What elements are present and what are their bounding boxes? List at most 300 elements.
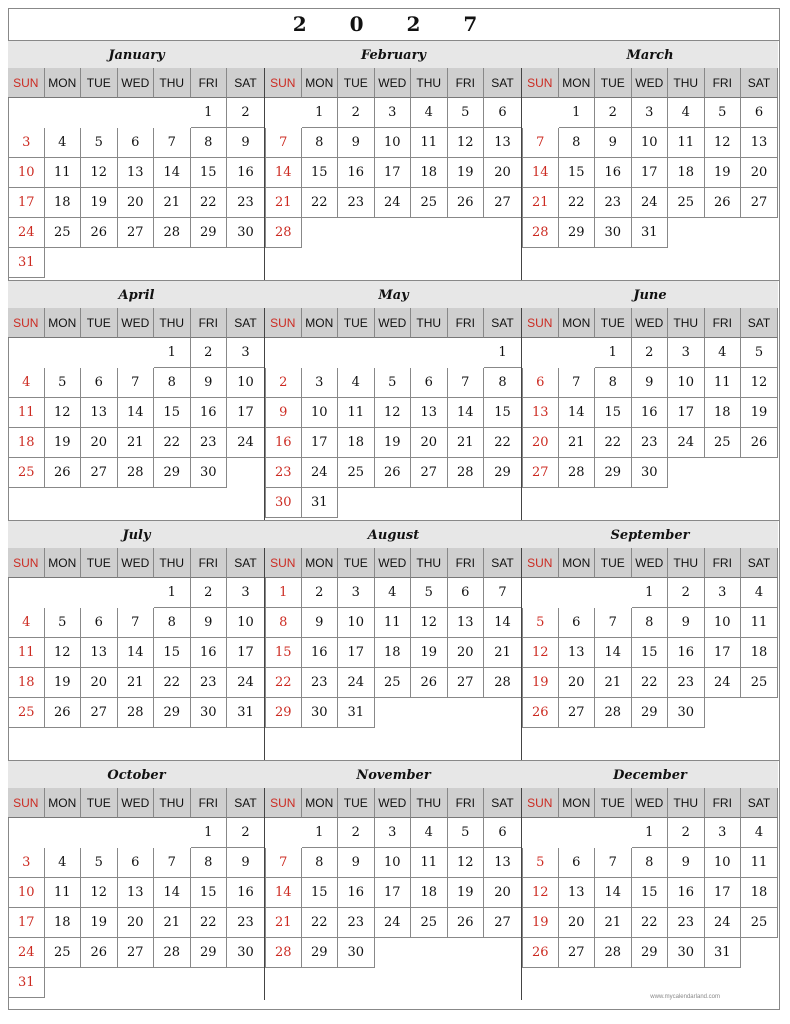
weekday-header-fri: FRI — [191, 788, 228, 818]
day-cell: 22 — [154, 428, 191, 458]
weekday-header-tue: TUE — [595, 308, 632, 338]
day-cell: 27 — [559, 938, 596, 968]
weekday-header-fri: FRI — [448, 788, 485, 818]
day-cell: 20 — [118, 188, 155, 218]
day-cell: 1 — [302, 818, 339, 848]
day-cell: 11 — [375, 608, 412, 638]
day-cell: 18 — [411, 878, 448, 908]
weekday-header-thu: THU — [668, 308, 705, 338]
day-cell: 13 — [81, 398, 118, 428]
day-cell: 11 — [705, 368, 742, 398]
weekday-header-tue: TUE — [338, 308, 375, 338]
day-cell: 7 — [448, 368, 485, 398]
day-cell: 18 — [338, 428, 375, 458]
day-cell: 12 — [448, 848, 485, 878]
weekday-header-wed: WED — [632, 308, 669, 338]
day-cell: 17 — [375, 878, 412, 908]
month-title-november: November — [265, 761, 522, 789]
day-cell: 29 — [595, 458, 632, 488]
weekday-header-thu: THU — [668, 788, 705, 818]
day-cell: 5 — [448, 818, 485, 848]
day-cell: 2 — [227, 98, 265, 128]
day-cell: 19 — [522, 908, 559, 938]
day-cell: 11 — [45, 158, 82, 188]
day-cell: 12 — [522, 638, 559, 668]
weekday-header-sat: SAT — [227, 548, 265, 578]
day-cell: 13 — [118, 158, 155, 188]
day-cell: 13 — [118, 878, 155, 908]
month-title-december: December — [522, 761, 778, 789]
day-cell: 9 — [338, 848, 375, 878]
day-cell: 6 — [559, 848, 596, 878]
day-cell: 24 — [632, 188, 669, 218]
day-cell: 24 — [705, 908, 742, 938]
day-cell: 27 — [484, 188, 522, 218]
day-cell: 31 — [302, 488, 339, 518]
day-cell: 10 — [375, 848, 412, 878]
weekday-header-tue: TUE — [81, 68, 118, 98]
day-cell: 5 — [705, 98, 742, 128]
day-cell: 2 — [338, 98, 375, 128]
weekday-header-tue: TUE — [595, 788, 632, 818]
day-cell: 16 — [632, 398, 669, 428]
day-cell: 14 — [448, 398, 485, 428]
day-cell: 8 — [559, 128, 596, 158]
day-cell: 19 — [411, 638, 448, 668]
weekday-header-sun: SUN — [265, 548, 302, 578]
day-cell: 3 — [302, 368, 339, 398]
day-cell: 11 — [668, 128, 705, 158]
day-cell: 30 — [302, 698, 339, 728]
day-cell: 4 — [741, 818, 778, 848]
day-cell: 3 — [375, 98, 412, 128]
day-cell: 27 — [522, 458, 559, 488]
weekday-header-wed: WED — [375, 68, 412, 98]
day-cell: 2 — [191, 578, 228, 608]
weekday-header-wed: WED — [375, 308, 412, 338]
day-cell: 20 — [559, 668, 596, 698]
month-separator — [264, 68, 265, 280]
day-cell: 2 — [595, 98, 632, 128]
day-cell: 3 — [227, 338, 265, 368]
day-cell: 3 — [338, 578, 375, 608]
day-cell: 26 — [448, 188, 485, 218]
weekday-header-sun: SUN — [8, 68, 45, 98]
day-cell: 30 — [668, 938, 705, 968]
day-cell: 9 — [668, 608, 705, 638]
day-cell: 24 — [338, 668, 375, 698]
day-cell: 23 — [595, 188, 632, 218]
day-cell: 1 — [154, 338, 191, 368]
day-cell: 29 — [302, 938, 339, 968]
weekday-header-sat: SAT — [741, 548, 778, 578]
day-cell: 18 — [8, 668, 45, 698]
month-title-august: August — [265, 521, 522, 549]
day-cell: 13 — [522, 398, 559, 428]
day-cell: 24 — [302, 458, 339, 488]
weekday-header-sat: SAT — [741, 788, 778, 818]
day-cell: 16 — [227, 158, 265, 188]
day-cell: 13 — [559, 878, 596, 908]
day-cell: 7 — [265, 848, 302, 878]
day-cell: 19 — [45, 668, 82, 698]
weekday-header-wed: WED — [118, 548, 155, 578]
day-cell: 23 — [668, 668, 705, 698]
weekday-header-sat: SAT — [484, 68, 522, 98]
day-cell: 16 — [265, 428, 302, 458]
weekday-header-fri: FRI — [448, 308, 485, 338]
day-cell: 30 — [227, 218, 265, 248]
day-cell: 20 — [559, 908, 596, 938]
day-cell: 24 — [8, 218, 45, 248]
day-cell: 10 — [227, 368, 265, 398]
calendar-sheet — [8, 8, 780, 1010]
day-cell: 18 — [668, 158, 705, 188]
day-cell: 16 — [338, 158, 375, 188]
day-cell: 23 — [302, 668, 339, 698]
day-cell: 17 — [302, 428, 339, 458]
day-cell: 31 — [8, 248, 45, 278]
weekday-header-thu: THU — [668, 68, 705, 98]
day-cell: 28 — [265, 938, 302, 968]
day-cell: 7 — [154, 848, 191, 878]
weekday-header-fri: FRI — [191, 68, 228, 98]
day-cell: 4 — [741, 578, 778, 608]
day-cell: 29 — [265, 698, 302, 728]
day-cell: 12 — [705, 128, 742, 158]
weekday-header-wed: WED — [118, 68, 155, 98]
day-cell: 21 — [118, 668, 155, 698]
day-cell: 27 — [118, 938, 155, 968]
day-cell: 26 — [522, 698, 559, 728]
day-cell: 3 — [705, 818, 742, 848]
day-cell: 3 — [705, 578, 742, 608]
day-cell: 1 — [595, 338, 632, 368]
weekday-header-mon: MON — [45, 68, 82, 98]
weekday-header-fri: FRI — [191, 308, 228, 338]
day-cell: 1 — [154, 578, 191, 608]
weekday-header-sun: SUN — [265, 788, 302, 818]
day-cell: 22 — [265, 668, 302, 698]
day-cell: 6 — [484, 98, 522, 128]
day-cell: 22 — [302, 188, 339, 218]
day-cell: 21 — [118, 428, 155, 458]
day-cell: 20 — [484, 878, 522, 908]
weekday-header-thu: THU — [411, 548, 448, 578]
day-cell: 15 — [559, 158, 596, 188]
day-cell: 20 — [81, 428, 118, 458]
month-separator — [264, 548, 265, 760]
day-cell: 6 — [118, 848, 155, 878]
day-cell: 4 — [338, 368, 375, 398]
day-cell: 9 — [632, 368, 669, 398]
day-cell: 28 — [154, 938, 191, 968]
section-divider — [8, 520, 780, 521]
day-cell: 12 — [81, 158, 118, 188]
day-cell: 18 — [705, 398, 742, 428]
day-cell: 19 — [45, 428, 82, 458]
day-cell: 27 — [448, 668, 485, 698]
day-cell: 25 — [45, 218, 82, 248]
day-cell: 6 — [448, 578, 485, 608]
weekday-header-thu: THU — [154, 68, 191, 98]
day-cell: 2 — [302, 578, 339, 608]
day-cell: 26 — [411, 668, 448, 698]
day-cell: 29 — [632, 698, 669, 728]
weekday-header-mon: MON — [559, 68, 596, 98]
day-cell: 23 — [668, 908, 705, 938]
weekday-header-thu: THU — [154, 788, 191, 818]
day-cell: 7 — [154, 128, 191, 158]
day-cell: 12 — [81, 878, 118, 908]
day-cell: 2 — [668, 818, 705, 848]
day-cell: 20 — [484, 158, 522, 188]
day-cell: 20 — [448, 638, 485, 668]
day-cell: 11 — [411, 848, 448, 878]
day-cell: 5 — [448, 98, 485, 128]
day-cell: 25 — [45, 938, 82, 968]
day-cell: 11 — [45, 878, 82, 908]
day-cell: 10 — [302, 398, 339, 428]
day-cell: 15 — [302, 158, 339, 188]
day-cell: 1 — [484, 338, 522, 368]
day-cell: 14 — [265, 878, 302, 908]
day-cell: 22 — [632, 908, 669, 938]
day-cell: 9 — [265, 398, 302, 428]
day-cell: 5 — [741, 338, 778, 368]
month-title-september: September — [522, 521, 778, 549]
day-cell: 14 — [559, 398, 596, 428]
weekday-header-tue: TUE — [595, 68, 632, 98]
month-title-june: June — [522, 281, 778, 309]
day-cell: 29 — [484, 458, 522, 488]
day-cell: 22 — [302, 908, 339, 938]
day-cell: 14 — [265, 158, 302, 188]
day-cell: 4 — [45, 848, 82, 878]
day-cell: 21 — [448, 428, 485, 458]
day-cell: 9 — [227, 848, 265, 878]
day-cell: 12 — [448, 128, 485, 158]
weekday-header-wed: WED — [632, 788, 669, 818]
day-cell: 15 — [191, 878, 228, 908]
weekday-header-fri: FRI — [448, 548, 485, 578]
day-cell: 3 — [8, 128, 45, 158]
month-separator — [521, 788, 522, 1000]
day-cell: 11 — [338, 398, 375, 428]
day-cell: 16 — [302, 638, 339, 668]
day-cell: 15 — [191, 158, 228, 188]
month-separator — [264, 308, 265, 520]
day-cell: 1 — [265, 578, 302, 608]
day-cell: 21 — [595, 908, 632, 938]
day-cell: 25 — [375, 668, 412, 698]
day-cell: 17 — [375, 158, 412, 188]
day-cell: 24 — [227, 428, 265, 458]
day-cell: 8 — [302, 848, 339, 878]
day-cell: 11 — [411, 128, 448, 158]
day-cell: 28 — [448, 458, 485, 488]
day-cell: 25 — [741, 668, 778, 698]
day-cell: 14 — [118, 638, 155, 668]
weekday-header-mon: MON — [302, 68, 339, 98]
day-cell: 7 — [484, 578, 522, 608]
day-cell: 24 — [668, 428, 705, 458]
day-cell: 27 — [741, 188, 778, 218]
day-cell: 7 — [118, 608, 155, 638]
weekday-header-fri: FRI — [705, 548, 742, 578]
weekday-header-fri: FRI — [705, 788, 742, 818]
day-cell: 3 — [668, 338, 705, 368]
weekday-header-mon: MON — [302, 308, 339, 338]
weekday-header-wed: WED — [375, 548, 412, 578]
day-cell: 31 — [705, 938, 742, 968]
day-cell: 27 — [81, 458, 118, 488]
day-cell: 29 — [154, 458, 191, 488]
day-cell: 23 — [338, 908, 375, 938]
day-cell: 30 — [595, 218, 632, 248]
day-cell: 1 — [632, 578, 669, 608]
day-cell: 14 — [522, 158, 559, 188]
day-cell: 17 — [8, 908, 45, 938]
day-cell: 4 — [8, 608, 45, 638]
day-cell: 23 — [191, 668, 228, 698]
day-cell: 24 — [8, 938, 45, 968]
weekday-header-sun: SUN — [265, 68, 302, 98]
day-cell: 5 — [522, 608, 559, 638]
day-cell: 5 — [522, 848, 559, 878]
day-cell: 14 — [154, 878, 191, 908]
month-separator — [521, 308, 522, 520]
day-cell: 15 — [302, 878, 339, 908]
day-cell: 30 — [632, 458, 669, 488]
day-cell: 25 — [668, 188, 705, 218]
day-cell: 2 — [632, 338, 669, 368]
weekday-header-fri: FRI — [448, 68, 485, 98]
day-cell: 30 — [191, 698, 228, 728]
day-cell: 29 — [154, 698, 191, 728]
weekday-header-mon: MON — [559, 308, 596, 338]
day-cell: 14 — [484, 608, 522, 638]
day-cell: 6 — [81, 368, 118, 398]
day-cell: 7 — [595, 608, 632, 638]
weekday-header-wed: WED — [632, 68, 669, 98]
day-cell: 2 — [265, 368, 302, 398]
day-cell: 27 — [484, 908, 522, 938]
day-cell: 9 — [595, 128, 632, 158]
day-cell: 28 — [118, 698, 155, 728]
day-cell: 8 — [632, 608, 669, 638]
day-cell: 22 — [632, 668, 669, 698]
weekday-header-sun: SUN — [8, 308, 45, 338]
day-cell: 1 — [302, 98, 339, 128]
day-cell: 8 — [191, 128, 228, 158]
day-cell: 10 — [632, 128, 669, 158]
day-cell: 12 — [741, 368, 778, 398]
day-cell: 28 — [118, 458, 155, 488]
day-cell: 17 — [227, 638, 265, 668]
day-cell: 19 — [375, 428, 412, 458]
day-cell: 2 — [338, 818, 375, 848]
day-cell: 5 — [411, 578, 448, 608]
day-cell: 14 — [154, 158, 191, 188]
day-cell: 24 — [705, 668, 742, 698]
day-cell: 15 — [265, 638, 302, 668]
day-cell: 25 — [705, 428, 742, 458]
watermark: www.mycalendarland.com — [650, 994, 720, 1000]
day-cell: 5 — [375, 368, 412, 398]
day-cell: 10 — [8, 158, 45, 188]
day-cell: 13 — [559, 638, 596, 668]
day-cell: 27 — [411, 458, 448, 488]
day-cell: 20 — [118, 908, 155, 938]
weekday-header-sat: SAT — [484, 308, 522, 338]
day-cell: 19 — [741, 398, 778, 428]
day-cell: 19 — [81, 908, 118, 938]
day-cell: 12 — [522, 878, 559, 908]
day-cell: 6 — [522, 368, 559, 398]
day-cell: 7 — [522, 128, 559, 158]
day-cell: 29 — [191, 938, 228, 968]
weekday-header-thu: THU — [411, 308, 448, 338]
day-cell: 16 — [191, 638, 228, 668]
day-cell: 28 — [595, 938, 632, 968]
weekday-header-wed: WED — [118, 788, 155, 818]
day-cell: 17 — [705, 878, 742, 908]
weekday-header-sun: SUN — [522, 548, 559, 578]
weekday-header-mon: MON — [302, 788, 339, 818]
day-cell: 18 — [375, 638, 412, 668]
month-separator — [521, 548, 522, 760]
day-cell: 11 — [8, 398, 45, 428]
day-cell: 16 — [338, 878, 375, 908]
day-cell: 9 — [227, 128, 265, 158]
weekday-header-tue: TUE — [595, 548, 632, 578]
weekday-header-sat: SAT — [227, 788, 265, 818]
weekday-header-sat: SAT — [484, 548, 522, 578]
day-cell: 23 — [265, 458, 302, 488]
day-cell: 26 — [45, 698, 82, 728]
day-cell: 3 — [227, 578, 265, 608]
day-cell: 22 — [154, 668, 191, 698]
day-cell: 25 — [411, 188, 448, 218]
weekday-header-fri: FRI — [705, 308, 742, 338]
day-cell: 13 — [448, 608, 485, 638]
day-cell: 25 — [338, 458, 375, 488]
day-cell: 15 — [632, 878, 669, 908]
day-cell: 18 — [8, 428, 45, 458]
year-title: 2 0 2 7 — [292, 12, 496, 36]
day-cell: 24 — [227, 668, 265, 698]
day-cell: 28 — [595, 698, 632, 728]
day-cell: 26 — [81, 218, 118, 248]
day-cell: 15 — [632, 638, 669, 668]
day-cell: 15 — [154, 638, 191, 668]
day-cell: 1 — [191, 98, 228, 128]
weekday-header-tue: TUE — [338, 68, 375, 98]
weekday-header-tue: TUE — [81, 548, 118, 578]
day-cell: 26 — [705, 188, 742, 218]
day-cell: 23 — [227, 188, 265, 218]
day-cell: 20 — [522, 428, 559, 458]
day-cell: 21 — [154, 908, 191, 938]
day-cell: 2 — [668, 578, 705, 608]
day-cell: 12 — [45, 638, 82, 668]
day-cell: 9 — [302, 608, 339, 638]
day-cell: 9 — [191, 368, 228, 398]
day-cell: 17 — [705, 638, 742, 668]
day-cell: 1 — [191, 818, 228, 848]
day-cell: 28 — [265, 218, 302, 248]
